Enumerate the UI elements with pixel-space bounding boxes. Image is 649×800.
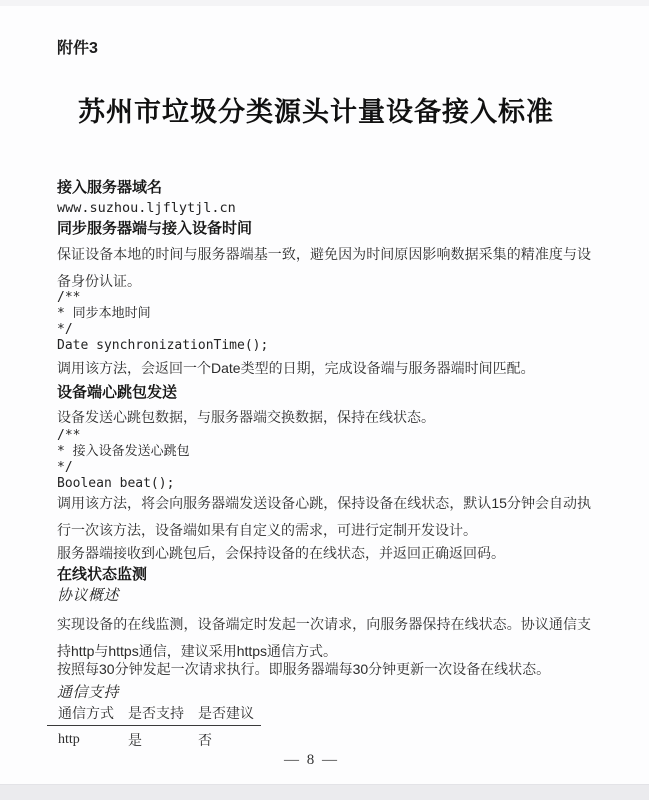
section-heading-heartbeat: 设备端心跳包发送 (57, 384, 178, 401)
server-domain-text: www.suzhou.ljflytjl.cn (57, 200, 236, 216)
code-line-comment-open: /** (57, 290, 81, 305)
section-heading-time-sync: 同步服务器端与接入设备时间 (57, 220, 253, 237)
comm-table-cell-method: http (58, 732, 80, 747)
code-block-time-sync (57, 290, 591, 354)
code-line-comment-close: */ (57, 460, 73, 475)
document-content (57, 0, 591, 750)
code-block-heartbeat (57, 428, 591, 492)
paragraph-heartbeat-body: 设备发送心跳包数据，与服务器端交换数据，保持在线状态。 (57, 409, 435, 425)
comm-table-row-http (47, 726, 261, 750)
comm-table-header-supported: 是否支持 (128, 705, 184, 721)
code-line-beat-method: Boolean beat(); (57, 476, 175, 491)
paragraph-protocol-body: 实现设备的在线监测，设备端定时发起一次请求，向服务器保持在线状态。协议通信支持http与https通信，建议采用https通信方式。 (57, 616, 591, 659)
paragraph-heartbeat-server-note: 服务器端接收到心跳包后，会保持设备的在线状态，并返回正确返回码。 (57, 545, 505, 561)
comm-table-cell-supported: 是 (128, 732, 142, 748)
paragraph-time-sync-after-code: 调用该方法，会返回一个Date类型的日期，完成设备端与服务器端时间匹配。 (57, 360, 535, 376)
subheading-comm-support: 通信支持 (57, 685, 120, 701)
comm-support-table (47, 705, 261, 750)
code-line-comment-text: * 接入设备发送心跳包 (57, 444, 190, 459)
comm-table-cell-recommended: 否 (198, 732, 212, 748)
paragraph-time-sync-body: 保证设备本地的时间与服务器端基一致，避免因为时间原因影响数据采集的精准度与设备身份认证。 (57, 246, 591, 289)
attachment-label: 附件3 (57, 40, 98, 57)
comm-table-header-row (47, 705, 261, 726)
paragraph-schedule-body: 按照每30分钟发起一次请求执行。即服务器端每30分钟更新一次设备在线状态。 (57, 661, 551, 677)
code-line-comment-text: * 同步本地时间 (57, 306, 151, 321)
document-title: 苏州市垃圾分类源头计量设备接入标准 (78, 97, 554, 127)
code-line-comment-close: */ (57, 322, 73, 337)
section-heading-server-domain: 接入服务器域名 (57, 179, 163, 196)
page-number: — 8 — (284, 752, 339, 768)
comm-table-header-method: 通信方式 (58, 705, 114, 721)
code-line-comment-open: /** (57, 428, 81, 443)
subheading-protocol-overview: 协议概述 (57, 588, 120, 604)
section-heading-online-status: 在线状态监测 (57, 566, 148, 583)
comm-table-header-recommended: 是否建议 (198, 705, 254, 721)
page-bottom-edge (0, 784, 649, 800)
paragraph-heartbeat-after-code: 调用该方法，将会向服务器端发送设备心跳，保持设备在线状态，默认15分钟会自动执行一次该方法，设备端如果有自定义的需求，可进行定制开发设计。 (57, 495, 591, 538)
code-line-sync-method: Date synchronizationTime(); (57, 338, 269, 353)
